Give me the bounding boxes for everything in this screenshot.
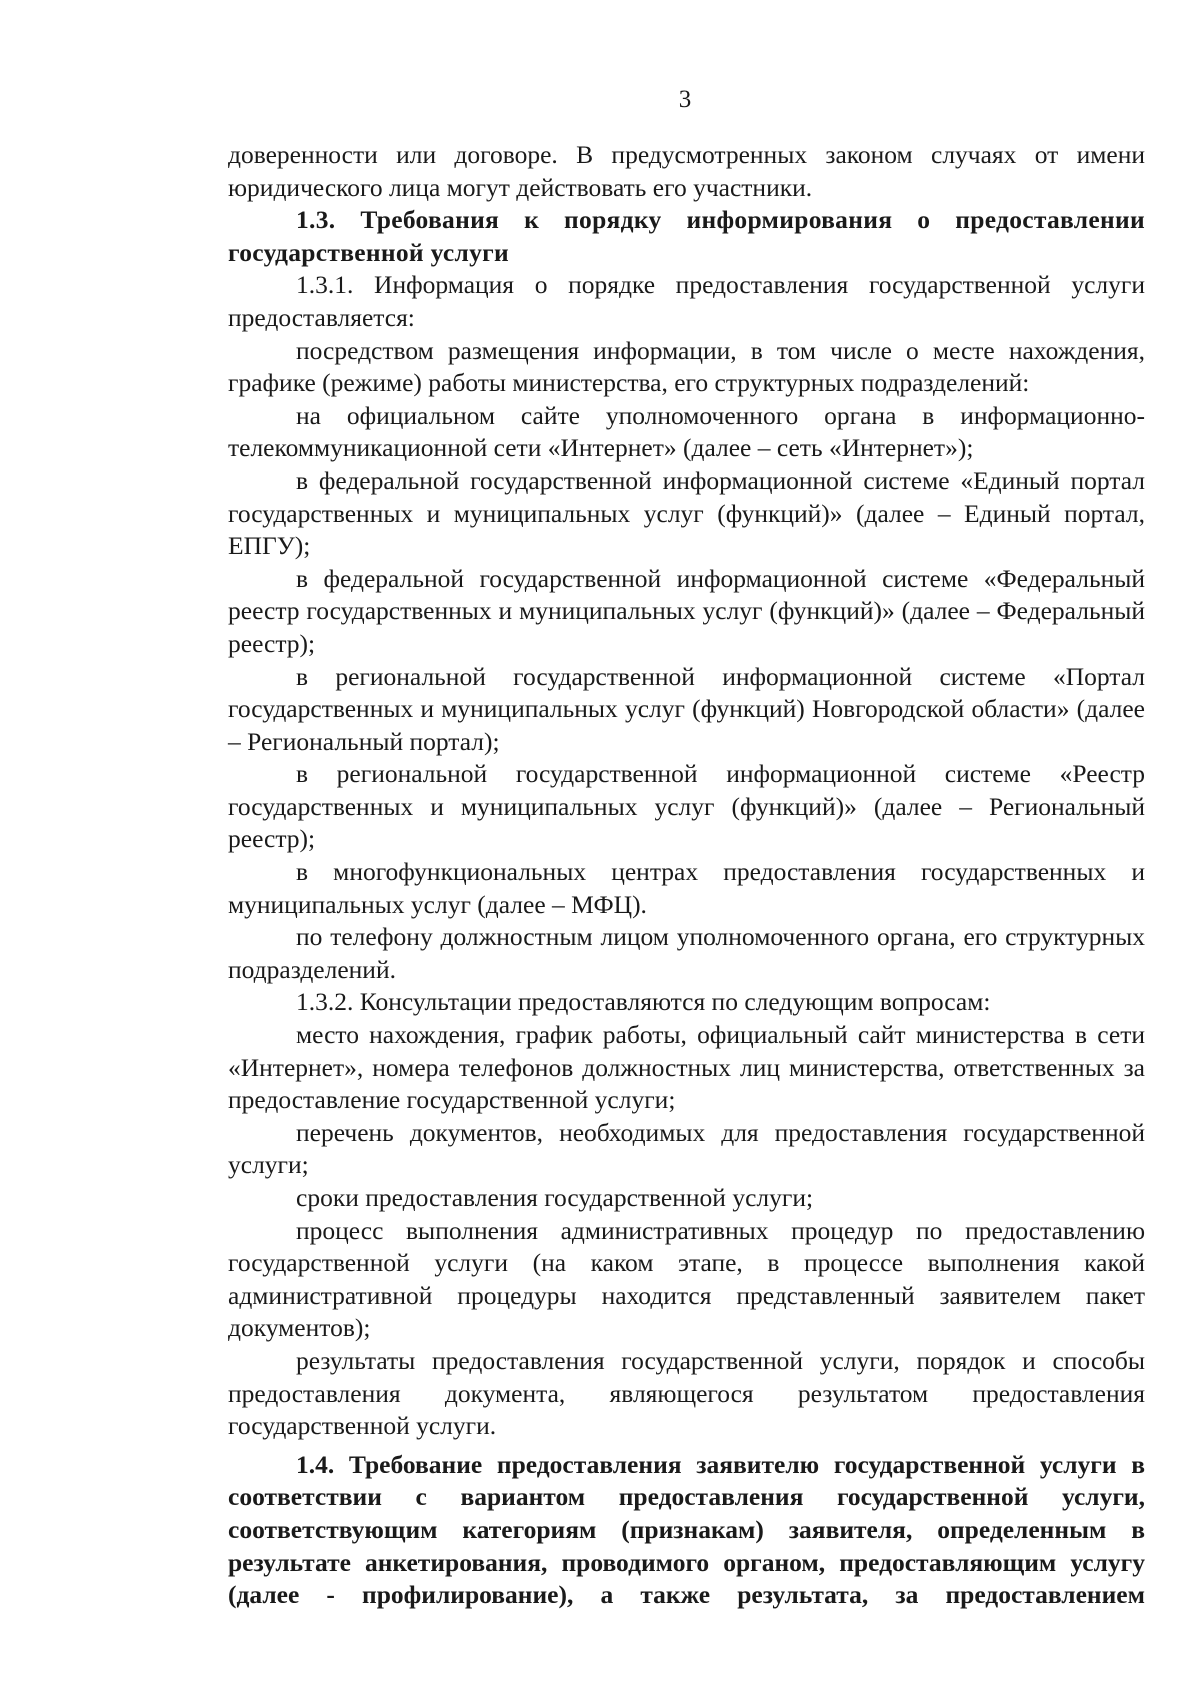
paragraph: 1.3.2. Консультации предоставляются по следующим вопросам: [296,987,991,1017]
paragraph: 1.3.1. Информация о порядке предоставления государственной услуги предоставляется: [228,270,1145,332]
list-item: результаты предоставления государственной услуги, порядок и способы предоставления документа, являющегося результатом предоставления государственной услуги. [228,1345,1145,1441]
section-heading-1-3: 1.3. Требования к порядку информирования о предоставлении государственной услуги [228,205,1145,267]
list-item: сроки предоставления государственной услуги; [296,1183,814,1212]
list-item: на официальном сайте уполномоченного органа в информационно-телекоммуникационной сети «Интернет» (далее – сеть «Интернет»); [228,400,1145,463]
list-item: в федеральной государственной информационной системе «Единый портал государственных и муниципальных услуг (функций)» (далее – Единый портал, ЕПГУ); [228,465,1145,561]
list-item: в региональной государственной информационной системе «Реестр государственных и муниципальных услуг (функций)» (далее – Региональный реестр); [228,759,1145,854]
list-item: перечень документов, необходимых для предоставления государственной услуги; [228,1117,1145,1180]
paragraph-continuation: доверенности или договоре. В предусмотренных законом случаях от имени юридического лица могут действовать его участники. [228,140,1145,202]
list-item: в многофункциональных центрах предоставления государственных и муниципальных услуг (далее – МФЦ). [228,857,1145,919]
list-item: по телефону должностным лицом уполномоченного органа, его структурных подразделений. [228,922,1145,984]
list-item: в федеральной государственной информационной системе «Федеральный реестр государственных и муниципальных услуг (функций)» (далее – Федеральный реестр); [228,563,1145,658]
document-body [228,139,1145,1612]
list-item: место нахождения, график работы, официальный сайт министерства в сети «Интернет», номера телефонов должностных лиц министерства, ответственных за предоставление государственной услуги; [228,1020,1145,1115]
page-number: 3 [678,86,692,113]
list-item: в региональной государственной информационной системе «Портал государственных и муниципальных услуг (функций) Новгородской области» (далее – Региональный портал); [228,661,1145,756]
paragraph: посредством размещения информации, в том числе о месте нахождения, графике (режиме) работы министерства, его структурных подразделений: [228,335,1145,398]
list-item: процесс выполнения административных процедур по предоставлению государственной услуги (на каком этапе, в процессе выполнения какой административной процедуры находится представленный заявителем пакет документов); [228,1215,1145,1343]
section-heading-1-4: 1.4. Требование предоставления заявителю государственной услуги в соответствии с вариантом предоставления государственной услуги, соответствующим категориям (признакам) заявителя, определенным в результате анкетирования, проводимого органом, предоставляющим услугу (далее - профилирование), а также результата, за предоставлением [228,1449,1145,1610]
